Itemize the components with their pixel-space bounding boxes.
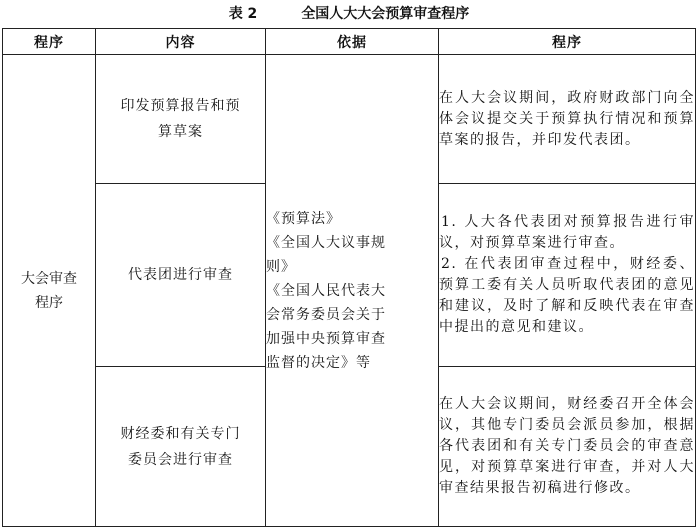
stage-cell bbox=[3, 55, 96, 527]
content-cell bbox=[96, 55, 266, 184]
process-paragraph: 1. 人大各代表团对预算报告进行审议，对预算草案进行审查。 bbox=[439, 214, 695, 251]
stage-line: 大会审查 bbox=[21, 270, 77, 287]
basis-line: 《全国人民代表大 bbox=[266, 282, 386, 299]
basis-line: 《预算法》 bbox=[266, 210, 341, 227]
process-paragraph: 在人大会议期间，政府财政部门向全体会议提交关于预算执行情况和预算草案的报告，并印发代表团。 bbox=[439, 89, 695, 148]
header-process: 程序 bbox=[439, 29, 696, 55]
content-line: 印发预算报告和预 bbox=[120, 98, 241, 114]
header-basis: 依据 bbox=[266, 29, 439, 55]
content-cell bbox=[96, 184, 266, 367]
content-line: 算草案 bbox=[158, 124, 203, 140]
table-row bbox=[3, 55, 696, 184]
header-stage: 程序 bbox=[3, 29, 96, 55]
basis-line: 监督的决定》等 bbox=[266, 354, 371, 371]
basis-line: 《全国人大议事规 bbox=[266, 234, 386, 251]
process-cell bbox=[439, 184, 696, 367]
process-cell bbox=[439, 55, 696, 184]
budget-review-table bbox=[2, 28, 696, 527]
table-title: 全国人大大会预算审查程序 bbox=[301, 6, 470, 22]
basis-line: 则》 bbox=[266, 258, 296, 275]
table-caption bbox=[0, 2, 698, 26]
basis-cell bbox=[266, 55, 439, 527]
content-line: 代表团进行审查 bbox=[128, 267, 233, 283]
table-number: 表 2 bbox=[228, 6, 258, 22]
process-cell bbox=[439, 367, 696, 527]
table-header-row bbox=[3, 29, 696, 55]
basis-line: 加强中央预算审查 bbox=[266, 330, 386, 347]
stage-line: 程序 bbox=[35, 294, 63, 311]
content-cell bbox=[96, 367, 266, 527]
process-paragraph: 在人大会议期间，财经委召开全体会议，其他专门委员会派员参加，根据各代表团和有关专门委员会的审查意见，对预算草案进行审查，并对人大审查结果报告初稿进行修改。 bbox=[439, 396, 695, 496]
process-paragraph: 2. 在代表团审查过程中，财经委、预算工委有关人员听取代表团的意见和建议，及时了解和反映代表在审查中提出的意见和建议。 bbox=[439, 256, 695, 335]
content-line: 财经委和有关专门 bbox=[120, 425, 241, 442]
header-content: 内容 bbox=[96, 29, 266, 55]
basis-line: 会常务委员会关于 bbox=[266, 306, 386, 323]
content-line: 委员会进行审查 bbox=[128, 451, 233, 468]
